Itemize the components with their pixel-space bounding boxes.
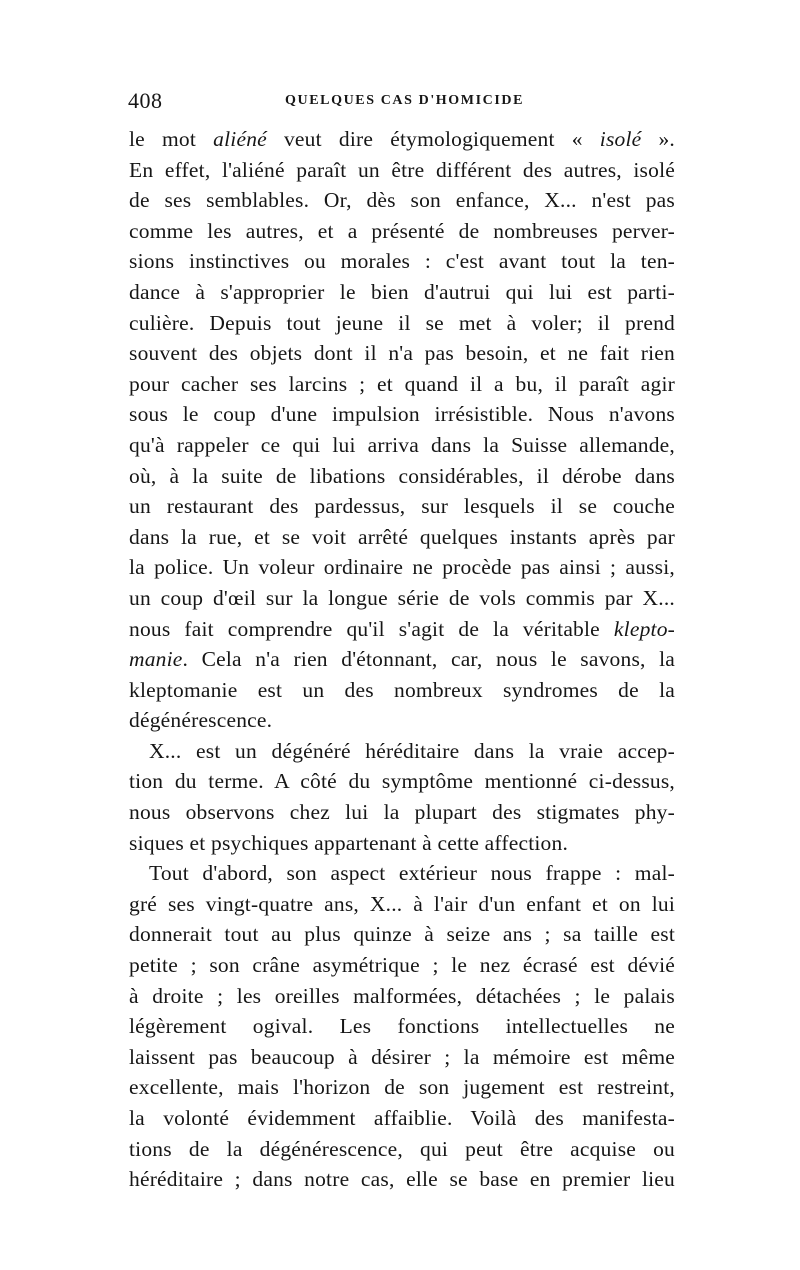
- text-line: [129, 369, 675, 400]
- text-line: [129, 736, 675, 767]
- text-run: un restaurant des pardessus, sur lesquels il se couche: [129, 494, 675, 519]
- text-run: à droite ; les oreilles malformées, détachées ; le palais: [129, 983, 675, 1008]
- text-line: [129, 675, 675, 706]
- body-text: [129, 124, 675, 1195]
- text-line: [129, 950, 675, 981]
- text-line: [129, 1103, 675, 1134]
- text-run: En effet, l'aliéné paraît un être différent des autres, isolé: [129, 157, 675, 182]
- page-number: 408: [128, 88, 163, 113]
- text-run: kleptomanie est un des nombreux syndromes de la: [129, 677, 675, 702]
- text-run: petite ; son crâne asymétrique ; le nez écrasé est dévié: [129, 953, 675, 978]
- text-line: [129, 1072, 675, 1103]
- text-line: [129, 705, 675, 736]
- text-line: [129, 430, 675, 461]
- text-run: siques et psychiques appartenant à cette affection.: [129, 830, 569, 855]
- text-line: [129, 399, 675, 430]
- text-run: la volonté évidemment affaiblie. Voilà des manifesta-: [129, 1106, 675, 1130]
- text-run: héréditaire ; dans notre cas, elle se base en premier lieu: [129, 1167, 675, 1192]
- text-run: ».: [641, 127, 675, 151]
- text-run: nous fait comprendre qu'il s'agit de la véritable: [129, 616, 614, 641]
- text-run: un coup d'œil sur la longue série de vols commis par X...: [129, 585, 675, 610]
- text-run: tions de la dégénérescence, qui peut être acquise ou: [129, 1136, 675, 1161]
- text-line: [129, 246, 675, 277]
- text-run: la police. Un voleur ordinaire ne procède pas ainsi ; aussi,: [129, 555, 675, 580]
- text-run: . Cela n'a rien d'étonnant, car, nous le savons, la: [182, 647, 675, 672]
- text-line: [129, 338, 675, 369]
- text-run: de ses semblables. Or, dès son enfance, X... n'est pas: [129, 188, 675, 213]
- text-line: [129, 1042, 675, 1073]
- text-run: veut dire étymologiquement «: [266, 127, 600, 151]
- text-run: légèrement ogival. Les fonctions intellectuelles ne: [129, 1014, 675, 1039]
- text-run: qu'à rappeler ce qui lui arriva dans la Suisse allemande,: [129, 432, 675, 457]
- text-line: [129, 216, 675, 247]
- text-line: [129, 1134, 675, 1165]
- text-run: Tout d'abord, son aspect extérieur nous frappe : mal-: [149, 861, 675, 886]
- text-run: où, à la suite de libations considérables, il dérobe dans: [129, 463, 675, 488]
- running-head: [128, 88, 673, 116]
- text-line: [129, 1011, 675, 1042]
- text-run: dans la rue, et se voit arrêté quelques instants après par: [129, 524, 675, 549]
- text-run: dance à s'approprier le bien d'autrui qui lui est parti-: [129, 279, 675, 304]
- text-line: [129, 981, 675, 1012]
- text-run: donnerait tout au plus quinze à seize ans ; sa taille est: [129, 922, 675, 947]
- text-line: [129, 1164, 675, 1195]
- text-line: [129, 644, 675, 675]
- text-run: le mot: [129, 127, 214, 151]
- italic-term: manie: [129, 647, 183, 672]
- text-run: gré ses vingt-quatre ans, X... à l'air d'un enfant et on lui: [129, 891, 675, 916]
- text-run: laissent pas beaucoup à désirer ; la mémoire est même: [129, 1044, 675, 1069]
- text-line: [129, 614, 675, 645]
- text-line: [129, 919, 675, 950]
- text-run: nous observons chez lui la plupart des stigmates phy-: [129, 800, 675, 825]
- text-line: [129, 828, 675, 859]
- text-run: pour cacher ses larcins ; et quand il a bu, il paraît agir: [129, 371, 675, 396]
- italic-term: isolé: [599, 127, 642, 151]
- italic-term: aliéné: [213, 127, 267, 151]
- text-run: sous le coup d'une impulsion irrésistible. Nous n'avons: [129, 402, 675, 427]
- text-line: [129, 552, 675, 583]
- text-line: [129, 185, 675, 216]
- text-run: sions instinctives ou morales : c'est avant tout la ten-: [129, 249, 675, 274]
- text-run: excellente, mais l'horizon de son jugement est restreint,: [129, 1075, 675, 1100]
- running-title: QUELQUES CAS D'HOMICIDE: [285, 93, 525, 108]
- text-line: [129, 522, 675, 553]
- text-line: [129, 858, 675, 889]
- text-line: [129, 766, 675, 797]
- text-run: souvent des objets dont il n'a pas besoin, et ne fait rien: [129, 341, 675, 366]
- text-line: [129, 797, 675, 828]
- text-line: [129, 155, 675, 186]
- text-run: comme les autres, et a présenté de nombreuses perver-: [129, 218, 675, 243]
- text-line: [129, 124, 675, 155]
- text-run: X... est un dégénéré héréditaire dans la vraie accep-: [149, 738, 675, 763]
- italic-term: klepto-: [613, 616, 675, 641]
- text-line: [129, 583, 675, 614]
- text-run: tion du terme. A côté du symptôme mentionné ci-dessus,: [129, 769, 675, 794]
- text-line: [129, 461, 675, 492]
- text-line: [129, 491, 675, 522]
- text-line: [129, 889, 675, 920]
- text-run: dégénérescence.: [129, 708, 273, 733]
- text-run: culière. Depuis tout jeune il se met à voler; il prend: [129, 310, 675, 335]
- text-line: [129, 277, 675, 308]
- text-line: [129, 308, 675, 339]
